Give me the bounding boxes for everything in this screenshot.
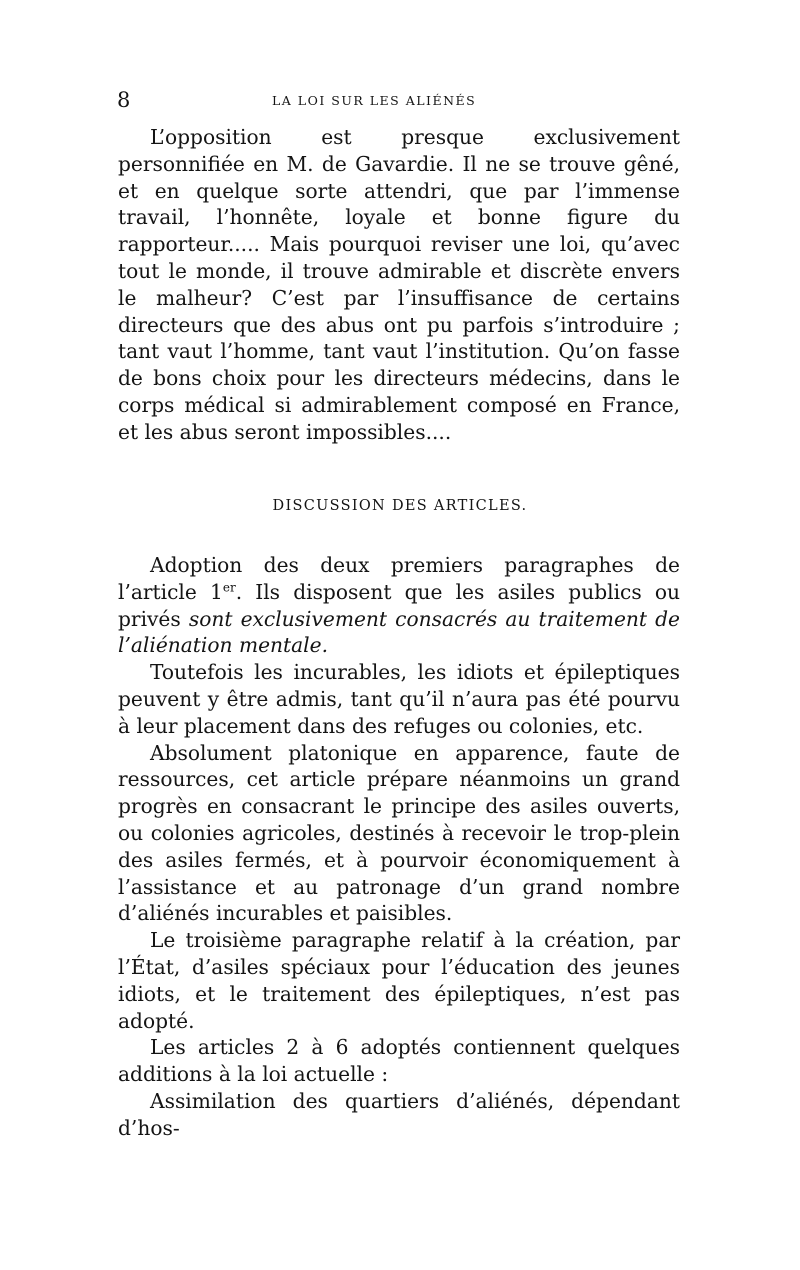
- text-block-opposition: [118, 124, 680, 446]
- page-header: [0, 88, 800, 112]
- paragraph-platonique: Absolument platonique en apparence, faute de ressources, cet article prépare néanmoins un grand progrès en consacrant le principe des asiles ouverts, ou colonies agricoles, destinés à recevoir le trop-plein des asiles fermés, et à pourvoir économiquement à l’assistance et au patronage d’un grand nombre d’aliénés incurables et paisibles.: [118, 740, 680, 926]
- paragraph-incurables: Toutefois les incurables, les idiots et épileptiques peuvent y être admis, tant qu’il n’aura pas été pourvu à leur placement dans des refuges ou colonies, etc.: [118, 660, 680, 738]
- page-number: 8: [117, 88, 131, 112]
- text-block-discussion: [118, 552, 680, 1142]
- article-1-italic-quote: sont exclusivement consacrés au traitement de l’aliénation mentale.: [118, 606, 680, 658]
- paragraph-troisieme: Le troisième paragraphe relatif à la création, par l’État, d’asiles spéciaux pour l’éducation des jeunes idiots, et le traitement des épileptiques, n’est pas adopté.: [118, 928, 680, 1033]
- paragraph-articles-2-6: Les articles 2 à 6 adoptés contiennent quelques additions à la loi actuelle :: [118, 1035, 680, 1087]
- section-title: DISCUSSION DES ARTICLES.: [272, 498, 528, 514]
- article-1-intro: Adoption des deux premiers paragraphes de l’article 1: [118, 553, 680, 604]
- ordinal-superscript: er: [222, 580, 236, 595]
- article-1-text: . Ils disposent que les asiles publics ou privés: [118, 579, 680, 631]
- paragraph-assimilation: Assimilation des quartiers d’aliénés, dépendant d’hos-: [118, 1088, 680, 1140]
- running-title: LA LOI SUR LES ALIÉNÉS: [272, 93, 477, 108]
- paragraph-article-1: [118, 552, 680, 659]
- paragraph-opposition: L’opposition est presque exclusivement personnifiée en M. de Gavardie. Il ne se trouve gêné, et en quelque sorte attendri, que par l’immense travail, l’honnête, loyale et bonne figure du rapporteur..... Mais pourquoi reviser une loi, qu’avec tout le monde, il trouve admirable et discrète envers le malheur? C’est par l’insuffisance de certains directeurs que des abus ont pu parfois s’introduire ; tant vaut l’homme, tant vaut l’institution. Qu’on fasse de bons choix pour les directeurs médecins, dans le corps médical si admirablement composé en France, et les abus seront impossibles....: [118, 125, 680, 444]
